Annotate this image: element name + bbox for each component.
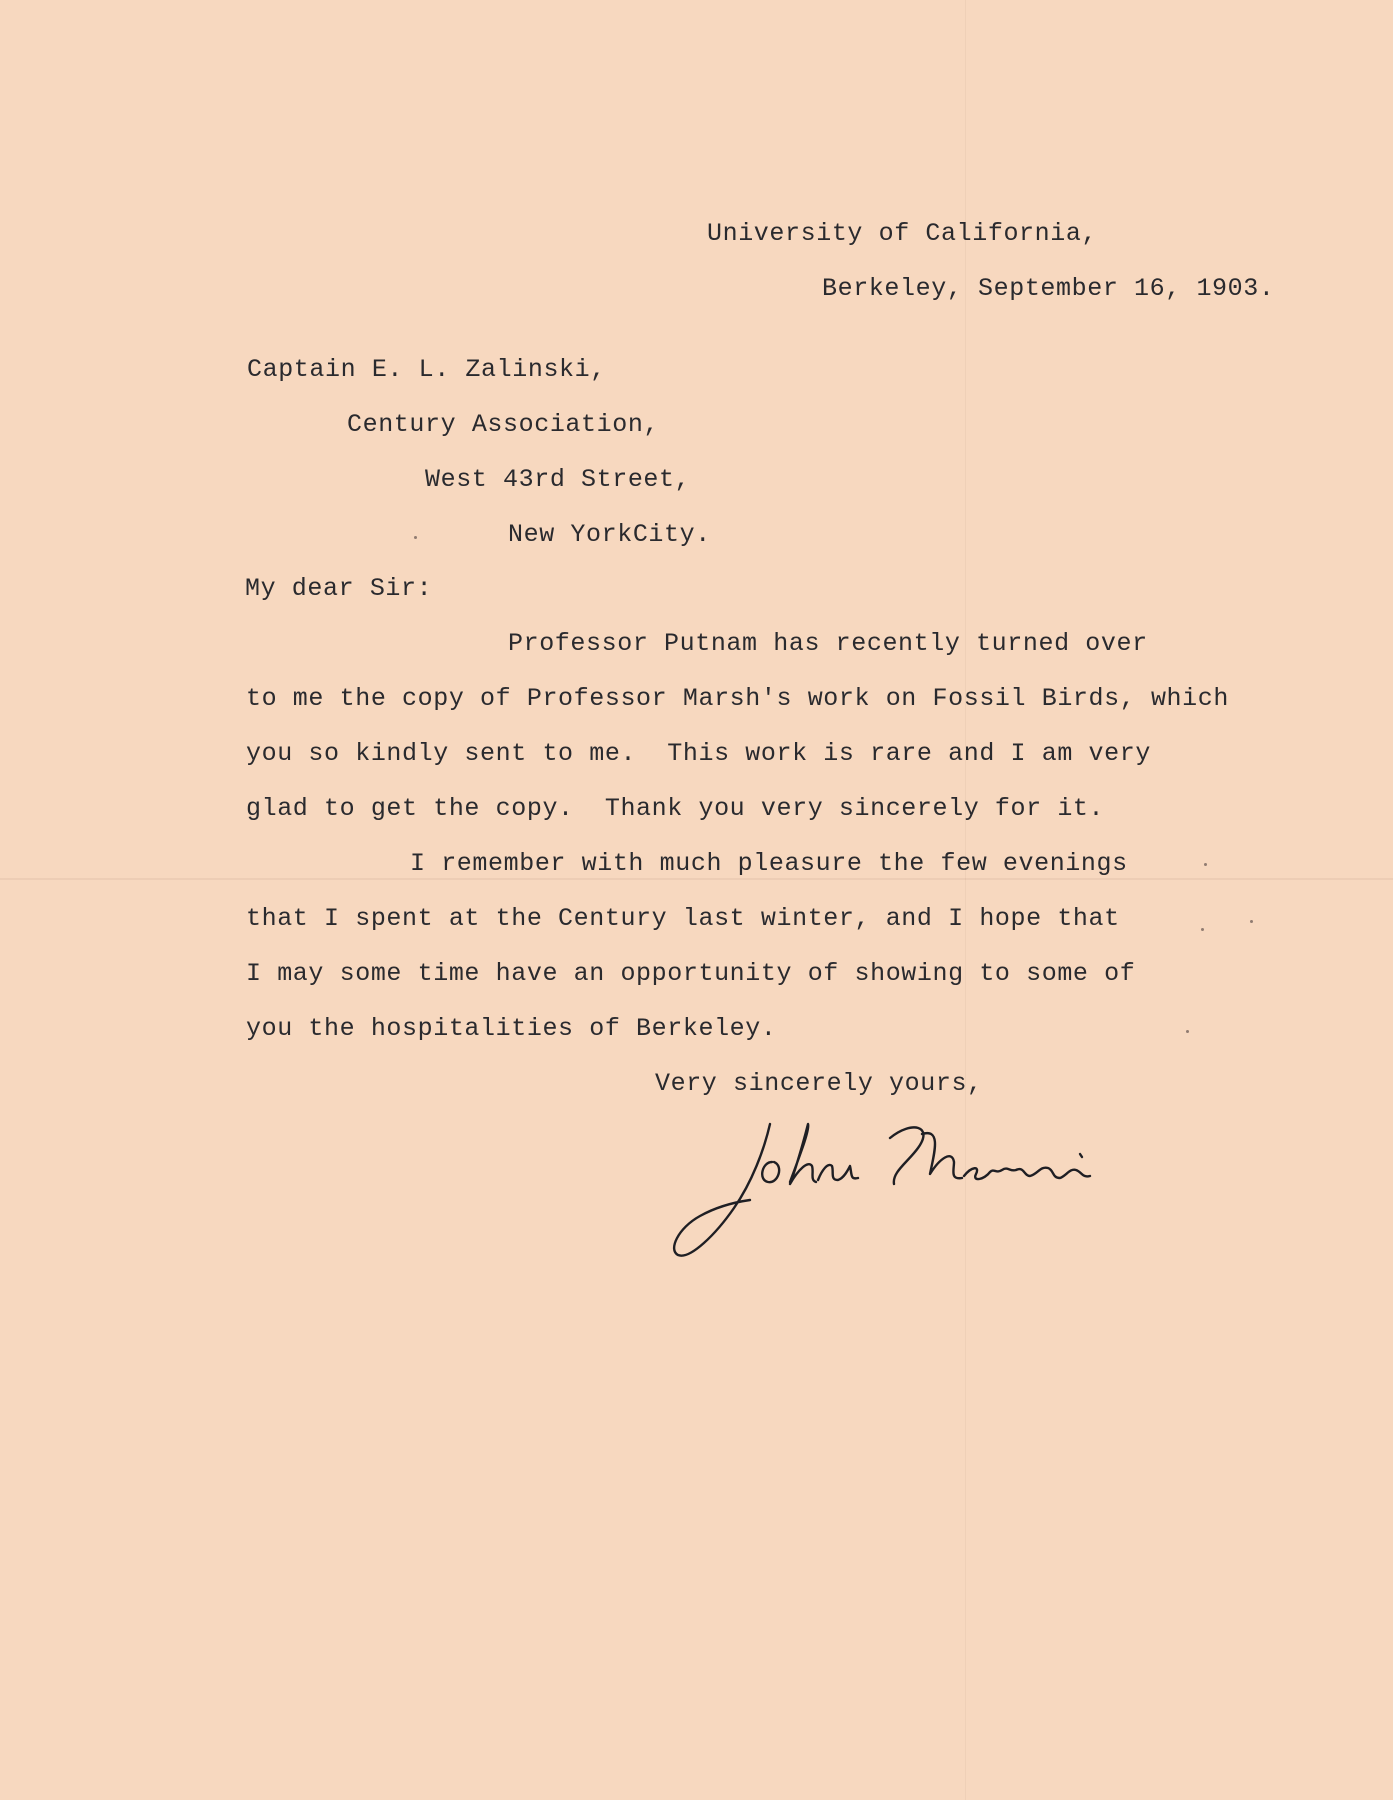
handwritten-signature: [672, 1110, 1192, 1280]
body-paragraph-2-line-1: I remember with much pleasure the few evenings: [410, 849, 1128, 878]
recipient-name: Captain E. L. Zalinski,: [247, 355, 606, 384]
body-paragraph-1-line-3: you so kindly sent to me. This work is rare and I am very: [246, 739, 1151, 768]
body-paragraph-2-line-4: you the hospitalities of Berkeley.: [246, 1014, 777, 1043]
paper-speck: [1204, 863, 1207, 866]
salutation: My dear Sir:: [245, 574, 433, 603]
body-paragraph-1-line-2: to me the copy of Professor Marsh's work on Fossil Birds, which: [246, 684, 1229, 713]
paper-speck: [414, 536, 417, 539]
recipient-street: West 43rd Street,: [425, 465, 691, 494]
body-paragraph-1-line-1: Professor Putnam has recently turned over: [508, 629, 1148, 658]
body-paragraph-1-line-4: glad to get the copy. Thank you very sincerely for it.: [246, 794, 1105, 823]
paper-fold: [965, 0, 966, 1800]
letterhead-institution: University of California,: [707, 219, 1098, 248]
recipient-city: New YorkCity.: [508, 520, 711, 549]
body-paragraph-2-line-2: that I spent at the Century last winter, and I hope that: [246, 904, 1120, 933]
body-paragraph-2-line-3: I may some time have an opportunity of showing to some of: [246, 959, 1136, 988]
recipient-organization: Century Association,: [347, 410, 660, 439]
paper-speck: [1186, 1030, 1189, 1033]
paper-speck: [1250, 920, 1253, 923]
letter-dateline: Berkeley, September 16, 1903.: [822, 274, 1275, 303]
closing: Very sincerely yours,: [655, 1069, 983, 1098]
paper-speck: [1201, 928, 1204, 931]
